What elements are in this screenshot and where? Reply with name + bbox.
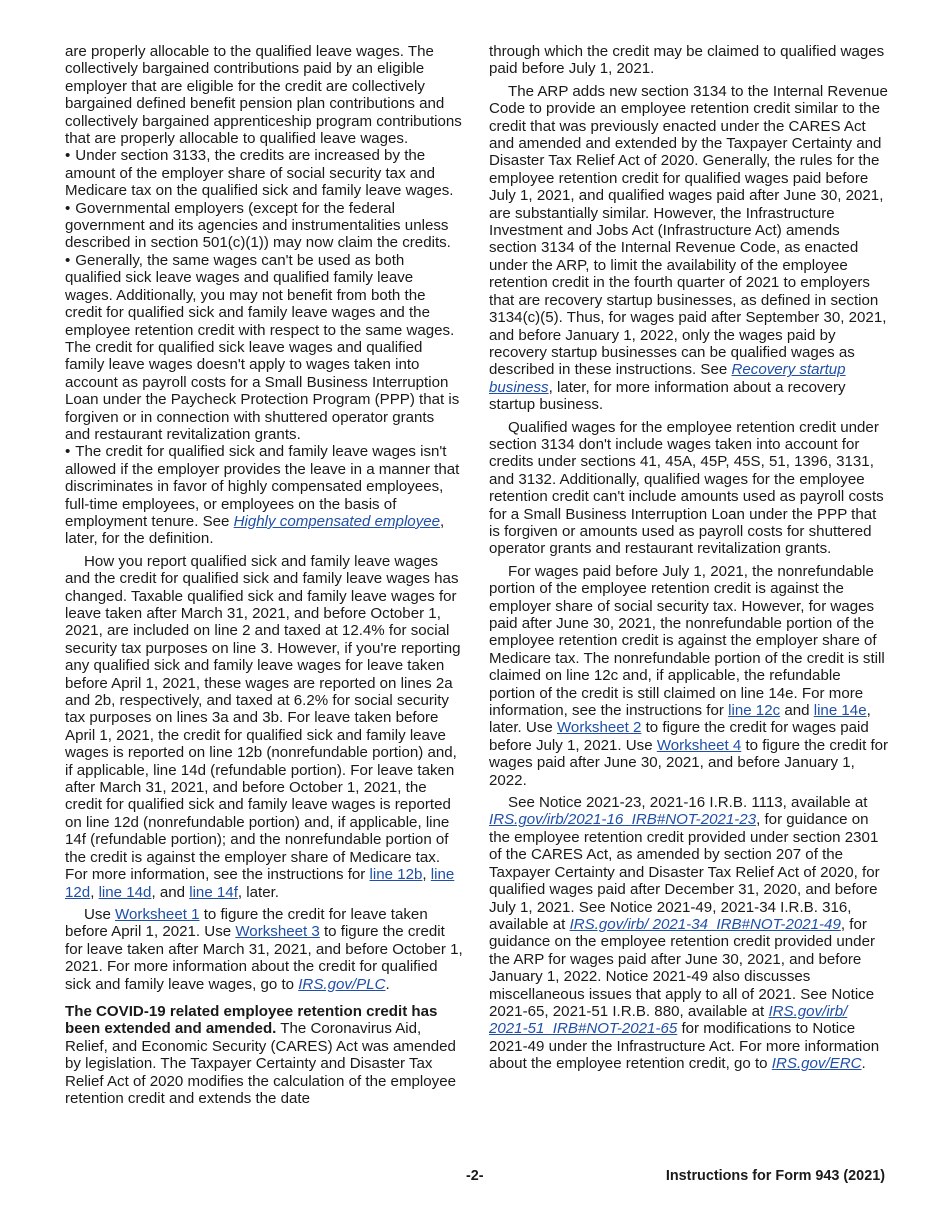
paragraph-text: The ARP adds new section 3134 to the Internal Revenue Code to provide an employee retention credit similar to the credit that was previously enacted under the CARES Act and amended and extended by the Taxpayer Certainty and Disaster Tax Relief Act of 2020. Generally, the rules for the employee retention credit for qualified wages paid before July 1, 2021, and qualified wages paid after June 30, 2021, are substantially similar. However, the Infrastructure Investment and Jobs Act (Infrastructure Act) amends section 3134 of the Internal Revenue Code, as enacted under the ARP, to limit the availability of the employee retention credit in the fourth quarter of 2021 to employers that are recovery startup businesses, as defined in section 3134(c)(5). Thus, for wages paid after September 30, 2021, and before January 1, 2022, only the wages paid by recovery startup businesses can be qualified wages as described in these instructions. See	[489, 82, 888, 379]
recovery-startup-business-link[interactable]: Recovery startup business	[489, 361, 846, 396]
left-column	[65, 43, 463, 1107]
worksheet-1-link[interactable]: Worksheet 1	[115, 905, 200, 923]
notice-2021-23-link[interactable]: IRS.gov/irb/2021-16_IRB#NOT-2021-23	[489, 811, 757, 829]
notice-2021-49-link[interactable]: IRS.gov/irb/ 2021-34_IRB#NOT-2021-49	[569, 915, 841, 933]
separator-text: , and	[151, 883, 190, 901]
paragraph: through which the credit may be claimed to qualified wages paid before July 1, 2021.	[489, 43, 885, 78]
worksheet-2-link[interactable]: Worksheet 2	[556, 719, 642, 737]
section-heading: The COVID-19 related employee retention credit has been extended and amended.	[65, 1002, 438, 1038]
paragraph-text: to figure the credit for wages paid after June 30, 2021, and before January 1, 2022.	[489, 736, 889, 789]
bullet-text: , later, for the definition.	[65, 512, 445, 548]
bullet-item	[65, 252, 463, 443]
right-column	[489, 43, 889, 1073]
paragraph	[65, 906, 463, 993]
page-number: -2-	[466, 1168, 484, 1184]
bullet-item	[65, 200, 463, 252]
page-footer	[0, 1168, 950, 1188]
paragraph-text: , later, for more information about a recovery startup business.	[489, 378, 846, 414]
paragraph: Qualified wages for the employee retention credit under section 3134 don't include wages taken into account for credits under sections 41, 45A, 45P, 45S, 51, 1396, 3131, and 3132. Additionally, qualified wages for the employee retention credit can't include amounts used as payroll costs for a Small Business Interruption Loan under the PPP that is forgiven or amounts used as payroll costs for shuttered operator grants and restaurant revitalization grants.	[489, 418, 884, 558]
irs-erc-link[interactable]: IRS.gov/ERC	[771, 1055, 862, 1073]
line-14f-link[interactable]: line 14f	[189, 883, 238, 901]
line-12b-link[interactable]: line 12b	[369, 866, 423, 884]
paragraph-text: , for guidance on the employee retention credit provided under section 2301 of the CARES Act, as amended by section 207 of the Taxpayer Certainty and Disaster Tax Relief Act of 2020, for qualified wages paid after December 31, 2020, and before July 1, 2021. See Notice 2021-49, 2021-34 I.R.B. 316, available at	[489, 811, 880, 933]
bullet-text: Under section 3133, the credits are increased by the amount of the employer share of social security tax and Medicare tax on the qualified sick and family leave wages.	[65, 147, 454, 200]
paragraph-text: For wages paid before July 1, 2021, the nonrefundable portion of the employee retention credit is against the employer share of social security tax. However, for wages paid after June 30, 2021, the nonrefundable portion of the employee retention credit is against the employer share of Medicare tax. The nonrefundable portion of the credit is still claimed on line 12c and, if applicable, the refundable portion of the credit is still claimed on line 14e. For more information, see the instructions for	[489, 562, 885, 720]
paragraph-text: , later. Use	[489, 702, 871, 737]
notice-2021-65-link[interactable]: IRS.gov/irb/ 2021-51_IRB#NOT-2021-65	[489, 1002, 848, 1038]
paragraph-text: See Notice 2021-23, 2021-16 I.R.B. 1113, available at	[508, 794, 868, 812]
paragraph-text: , for guidance on the employee retention credit provided under the ARP for wages paid after June 30, 2021, and before January 1, 2022. Notice 2021-49 also discusses miscellaneous issues that apply to all of 2021. See Notice 2021-65, 2021-51 I.R.B. 880, available at	[489, 915, 875, 1020]
bullet-text: The credit for qualified sick and family leave wages isn't allowed if the employer provides the leave in a manner that discriminates in favor of highly compensated employees, full-time employees, or employees on the basis of employment tenure. See	[65, 443, 460, 530]
line-12d-link[interactable]: line 12d	[65, 866, 455, 901]
paragraph-text: for modifications to Notice 2021-49 under the Infrastructure Act. For more information about the employee retention credit, go to	[489, 1020, 880, 1073]
highly-compensated-employee-link[interactable]: Highly compensated employee	[233, 512, 441, 530]
paragraph	[65, 553, 463, 901]
document-title: Instructions for Form 943 (2021)	[665, 1168, 885, 1184]
paragraph	[489, 83, 889, 414]
line-12c-link[interactable]: line 12c	[728, 702, 781, 720]
separator-text: ,	[422, 866, 431, 884]
separator-text: and	[780, 702, 814, 720]
paragraph	[489, 794, 889, 1073]
paragraph: are properly allocable to the qualified leave wages. The collectively bargained contributions paid by an eligible employer that are eligible for the credit are collectively bargained defined benefit pension plan contributions and collectively bargained apprenticeship program contributions that are properly allocable to qualified leave wages.	[65, 43, 462, 148]
bullet-text: Governmental employers (except for the federal government and its agencies and instrumentalities unless described in section 501(c)(1)) may now claim the credits.	[65, 199, 451, 252]
paragraph-text: , later.	[237, 883, 280, 901]
paragraph-text: to figure the credit for leave taken after March 31, 2021, and before October 1, 2021. For more information about the credit for qualified sick and family leave wages, go to	[65, 923, 463, 993]
paragraph-text: .	[861, 1055, 866, 1073]
irs-plc-link[interactable]: IRS.gov/PLC	[298, 975, 386, 993]
paragraph-text: The Coronavirus Aid, Relief, and Economic Security (CARES) Act was amended by legislation. The Taxpayer Certainty and Disaster Tax Relief Act of 2020 modifies the calculation of the employee retention credit and extends the date	[65, 1020, 456, 1107]
line-14d-link[interactable]: line 14d	[98, 883, 152, 901]
line-14e-link[interactable]: line 14e	[813, 702, 867, 720]
paragraph-text: Use	[84, 905, 116, 923]
paragraph-text: .	[385, 975, 390, 993]
paragraph	[489, 563, 889, 789]
separator-text: ,	[90, 883, 99, 901]
bullet-item	[65, 443, 463, 547]
paragraph-text: to figure the credit for wages paid before July 1, 2021. Use	[489, 719, 869, 754]
bullet-item	[65, 147, 463, 199]
paragraph-text: How you report qualified sick and family leave wages and the credit for qualified sick and family leave wages has changed. Taxable qualified sick and family leave wages for leave taken after March 31, 2021, and before October 1, 2021, are included on line 2 and taxed at 12.4% for social security tax purposes on line 3. However, if you're reporting any qualified sick and family leave wages for leave taken before April 1, 2021, these wages are reported on lines 2a and 2b, respectively, and taxed at 6.2% for social security tax purposes on lines 3a and 3b. For leave taken before April 1, 2021, the credit for qualified sick and family leave wages is reported on line 12b (nonrefundable portion) and, if applicable, line 14d (refundable portion). For leave taken after March 31, 2021, and before October 1, 2021, the credit for qualified sick and family leave wages is reported on line 12d (nonrefundable portion) and, if applicable, line 14f (refundable portion); and the nonrefundable portion of the credit is against the employer share of Medicare tax. For more information, see the instructions for	[65, 552, 461, 884]
worksheet-3-link[interactable]: Worksheet 3	[235, 923, 320, 941]
bullet-text: Generally, the same wages can't be used as both qualified sick leave wages and qualified family leave wages. Additionally, you may not benefit from both the credit for qualified sick and family leave wages and the employee retention credit with respect to the same wages. The credit for qualified sick leave wages and qualified family leave wages doesn't apply to wages taken into account as payroll costs for a Small Business Interruption Loan under the Paycheck Protection Program (PPP) that is forgiven or in connection with shuttered operator grants and restaurant revitalization grants.	[65, 251, 460, 443]
worksheet-4-link[interactable]: Worksheet 4	[656, 736, 742, 754]
paragraph	[65, 1003, 463, 1107]
paragraph-text: to figure the credit for leave taken before April 1, 2021. Use	[65, 905, 428, 941]
